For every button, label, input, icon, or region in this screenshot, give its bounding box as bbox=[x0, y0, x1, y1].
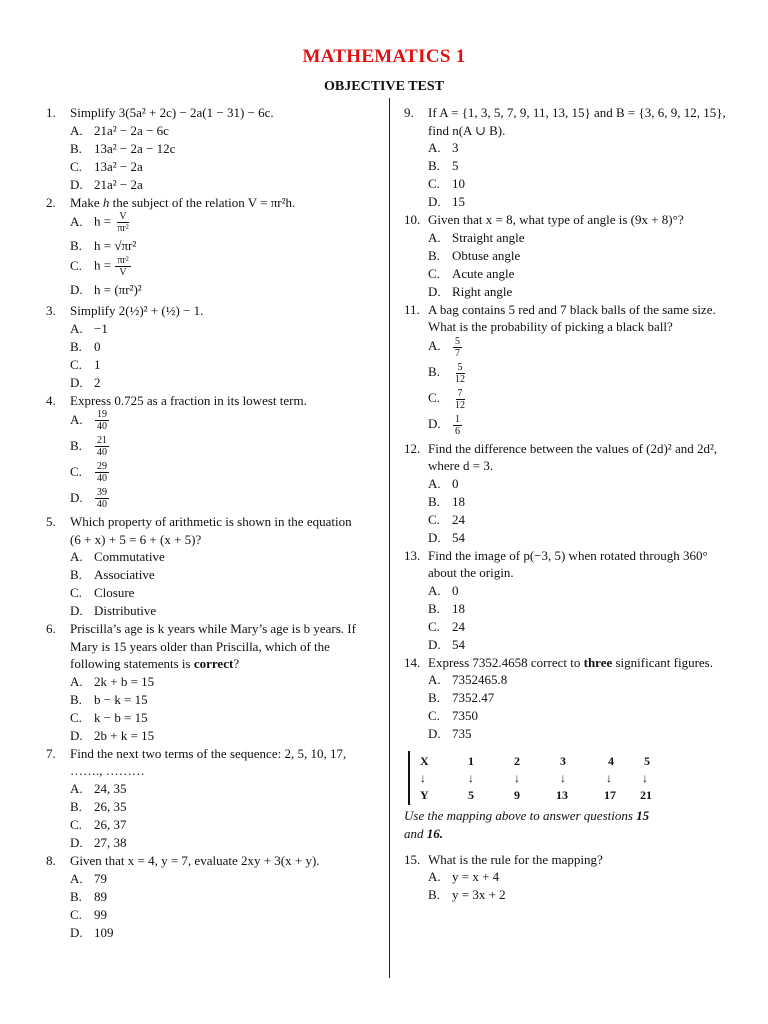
question-number: 2. bbox=[46, 194, 56, 210]
question-number: 5. bbox=[46, 514, 56, 530]
mapping-x-value: 5 bbox=[644, 754, 650, 769]
mapping-y-value: 9 bbox=[514, 788, 520, 803]
question-text: Which property of arithmetic is shown in the equation (6 + x) + 5 = 6 + (x + 5)? bbox=[70, 514, 352, 547]
option-b: B. 89 bbox=[70, 888, 107, 904]
question-4 bbox=[46, 392, 364, 514]
option-d: D. 54 bbox=[428, 636, 465, 652]
option-c: C. $\frac{29}{40}$ bbox=[70, 461, 107, 485]
option-d: D. 21a² − 2a bbox=[70, 176, 143, 192]
question-9 bbox=[404, 104, 726, 211]
mapping-x-row bbox=[410, 753, 704, 769]
option-d: D. 2 bbox=[70, 374, 101, 390]
mapping-y-value: 13 bbox=[556, 788, 568, 803]
mapping-x-value: 3 bbox=[560, 754, 566, 769]
mapping-y-row bbox=[410, 787, 704, 803]
question-number: 13. bbox=[404, 547, 421, 563]
option-d: D. 27, 38 bbox=[70, 835, 127, 851]
option-c: C. k − b = 15 bbox=[70, 709, 148, 725]
column-divider bbox=[389, 98, 390, 978]
option-d: D. 735 bbox=[428, 726, 472, 742]
question-15 bbox=[404, 851, 726, 905]
option-c: C. $\frac{7}{12}$ bbox=[428, 387, 465, 411]
question-number: 11. bbox=[404, 301, 420, 317]
option-d: D. Distributive bbox=[70, 603, 157, 619]
question-number: 12. bbox=[404, 440, 421, 456]
question-number: 6. bbox=[46, 621, 56, 637]
question-text: Priscilla’s age is k years while Mary’s age is b years. If Mary is 15 years older than Priscilla, which of the following statements is correct? bbox=[70, 621, 356, 672]
option-b: B. $\frac{21}{40}$ bbox=[70, 435, 107, 459]
page-subtitle: OBJECTIVE TEST bbox=[324, 79, 444, 94]
question-text: Simplify 3(5a² + 2c) − 2a(1 − 31) − 6c. bbox=[70, 105, 274, 120]
option-c: C. 10 bbox=[428, 176, 465, 192]
option-c: C. 7350 bbox=[428, 708, 478, 724]
page-title: MATHEMATICS 1 bbox=[302, 46, 466, 67]
option-a: A. 21a² − 2a − 6c bbox=[70, 122, 169, 138]
mapping-y-value: 17 bbox=[604, 788, 616, 803]
option-d: D. h = (πr²)² bbox=[70, 282, 142, 298]
option-d: D. 109 bbox=[70, 924, 114, 940]
question-3 bbox=[46, 302, 364, 392]
option-a: A. h = $\frac{V}{\text{πr²}}$ bbox=[70, 211, 129, 235]
option-b: B. 7352.47 bbox=[428, 690, 495, 706]
question-number: 9. bbox=[404, 105, 414, 120]
question-5 bbox=[46, 513, 364, 620]
option-d: D. $\frac{39}{40}$ bbox=[70, 487, 107, 511]
mapping-y-label: Y bbox=[420, 788, 429, 803]
option-b: B. Associative bbox=[70, 567, 155, 583]
option-b: B. 0 bbox=[70, 338, 101, 354]
option-b: B. 18 bbox=[428, 493, 465, 509]
down-arrow-icon: ↓ bbox=[560, 771, 566, 786]
option-b: B. 18 bbox=[428, 600, 465, 616]
question-number: 7. bbox=[46, 745, 56, 761]
down-arrow-icon: ↓ bbox=[468, 771, 474, 786]
question-text: A bag contains 5 red and 7 black balls of the same size. What is the probability of picking a black ball? bbox=[428, 301, 716, 335]
option-b: B. 13a² − 2a − 12c bbox=[70, 140, 176, 156]
option-a: A. 2k + b = 15 bbox=[70, 673, 155, 689]
question-text: Make h the subject of the relation V = πr²h. bbox=[70, 194, 296, 210]
option-b: B. y = 3x + 2 bbox=[428, 887, 506, 903]
question-14 bbox=[404, 654, 726, 744]
option-b: B. b − k = 15 bbox=[70, 691, 148, 707]
mapping-instruction: Use the mapping above to answer questions 15 and 16. bbox=[404, 808, 650, 842]
mapping-y-value: 5 bbox=[468, 788, 474, 803]
question-number: 14. bbox=[404, 654, 421, 670]
option-a: A. −1 bbox=[70, 320, 108, 336]
option-b: B. $\frac{5}{12}$ bbox=[428, 361, 465, 385]
question-number: 8. bbox=[46, 853, 56, 869]
question-text: What is the rule for the mapping? bbox=[428, 851, 603, 867]
option-c: C. 26, 37 bbox=[70, 817, 127, 833]
option-b: B. h = √πr² bbox=[70, 238, 137, 254]
down-arrow-icon: ↓ bbox=[514, 771, 520, 786]
question-11 bbox=[404, 301, 726, 440]
mapping-y-value: 21 bbox=[640, 788, 652, 803]
question-8 bbox=[46, 852, 364, 942]
option-d: D. 2b + k = 15 bbox=[70, 727, 155, 743]
option-c: C. 24 bbox=[428, 618, 465, 634]
question-text: Given that x = 4, y = 7, evaluate 2xy + 3(x + y). bbox=[70, 853, 320, 869]
question-13 bbox=[404, 547, 726, 654]
question-7 bbox=[46, 745, 364, 852]
option-c: C. 24 bbox=[428, 511, 465, 527]
mapping-x-value: 1 bbox=[468, 754, 474, 769]
option-a: A. 0 bbox=[428, 582, 459, 598]
option-c: C. 1 bbox=[70, 356, 101, 372]
question-text: Find the next two terms of the sequence: 2, 5, 10, 17, ……., ……… bbox=[70, 745, 347, 779]
question-text: Simplify 2(½)² + (½) − 1. bbox=[70, 303, 204, 319]
question-text: Find the image of p(−3, 5) when rotated through 360° about the origin. bbox=[428, 547, 708, 581]
option-c: C. Acute angle bbox=[428, 265, 515, 281]
option-b: B. 26, 35 bbox=[70, 799, 127, 815]
option-a: A. 24, 35 bbox=[70, 781, 127, 797]
down-arrow-icon: ↓ bbox=[606, 771, 612, 786]
option-a: A. $\frac{5}{7}$ bbox=[428, 335, 460, 359]
down-arrow-icon: ↓ bbox=[420, 771, 426, 786]
option-d: D. $\frac{1}{6}$ bbox=[428, 413, 460, 437]
question-10 bbox=[404, 211, 726, 301]
question-number: 15. bbox=[404, 851, 421, 867]
question-text: Given that x = 8, what type of angle is (9x + 8)°? bbox=[428, 212, 684, 228]
option-a: A. y = x + 4 bbox=[428, 869, 500, 885]
down-arrow-icon: ↓ bbox=[642, 771, 648, 786]
option-b: B. 5 bbox=[428, 158, 459, 174]
question-number: 10. bbox=[404, 212, 421, 228]
question-12 bbox=[404, 440, 726, 547]
question-number: 3. bbox=[46, 303, 56, 319]
question-2 bbox=[46, 194, 364, 300]
mapping-x-label: X bbox=[420, 754, 429, 769]
mapping-x-value: 4 bbox=[608, 754, 614, 769]
option-a: A. Commutative bbox=[70, 549, 165, 565]
option-a: A. 0 bbox=[428, 475, 459, 491]
option-d: D. 15 bbox=[428, 194, 465, 210]
option-a: A. $\frac{19}{40}$ bbox=[70, 409, 107, 433]
question-6 bbox=[46, 620, 364, 745]
option-a: A. 79 bbox=[70, 870, 107, 886]
option-a: A. 3 bbox=[428, 140, 459, 156]
mapping-diagram bbox=[408, 751, 704, 805]
option-d: D. Right angle bbox=[428, 283, 513, 299]
question-text: Express 0.725 as a fraction in its lowest term. bbox=[70, 392, 307, 408]
question-text: Express 7352.4658 correct to three significant figures. bbox=[428, 654, 713, 670]
option-b: B. Obtuse angle bbox=[428, 247, 521, 263]
option-a: A. 7352465.8 bbox=[428, 672, 508, 688]
mapping-x-value: 2 bbox=[514, 754, 520, 769]
option-c: C. Closure bbox=[70, 585, 135, 601]
option-c: C. 13a² − 2a bbox=[70, 158, 143, 174]
option-c: C. 99 bbox=[70, 906, 107, 922]
question-text: Find the difference between the values of (2d)² and 2d², where d = 3. bbox=[428, 440, 718, 474]
mapping-arrow-row bbox=[410, 770, 704, 786]
question-text: If A = {1, 3, 5, 7, 9, 11, 13, 15} and B = {3, 6, 9, 12, 15}, find n(A ∪ B). bbox=[428, 105, 726, 138]
option-c: C. h = $\frac{\text{πr²}}{V}$ bbox=[70, 255, 129, 279]
left-column bbox=[46, 104, 364, 942]
option-a: A. Straight angle bbox=[428, 229, 525, 245]
option-d: D. 54 bbox=[428, 529, 465, 545]
question-1 bbox=[46, 104, 364, 194]
right-column bbox=[404, 104, 726, 904]
question-number: 1. bbox=[46, 105, 56, 120]
question-number: 4. bbox=[46, 392, 56, 408]
